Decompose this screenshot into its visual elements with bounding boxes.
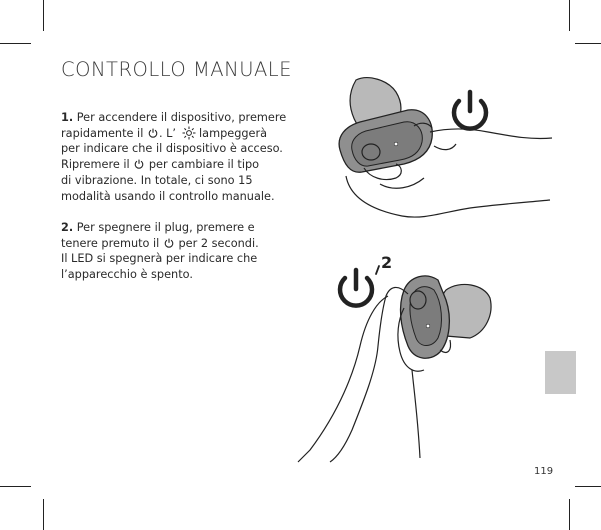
step-1-text: di vibrazione. In totale, ci sono 15 bbox=[61, 173, 253, 187]
power-icon bbox=[454, 92, 486, 129]
plug-device-illustration bbox=[401, 276, 492, 358]
step-1-text: . L’ bbox=[158, 126, 177, 140]
press-indicator bbox=[376, 266, 379, 274]
step-1-text: rapidamente il bbox=[61, 126, 144, 140]
step-2-text: l’apparecchio è spento. bbox=[61, 268, 193, 282]
step-label: 2 bbox=[381, 253, 393, 272]
step-1-text: per cambiare il tipo bbox=[148, 158, 260, 172]
page-title: CONTROLLO MANUALE bbox=[61, 58, 292, 81]
step-2-number: 2. bbox=[61, 221, 74, 234]
step-2-text: Il LED si spegnerà per indicare che bbox=[61, 252, 258, 266]
chapter-tab bbox=[545, 351, 576, 394]
step-1-text: lampeggerà bbox=[199, 126, 268, 140]
plug-device-illustration bbox=[339, 78, 432, 173]
page-number: 119 bbox=[534, 466, 554, 477]
step-1-text: per indicare che il dispositivo è acceso. bbox=[61, 142, 283, 156]
step-2-text: Per spegnere il plug, premere e bbox=[76, 221, 255, 234]
step-1-text: Ripremere il bbox=[61, 158, 130, 172]
step-1-number: 1. bbox=[61, 111, 74, 124]
step-2-text: per 2 secondi. bbox=[178, 236, 259, 250]
step-2-text: tenere premuto il bbox=[61, 236, 160, 250]
step-1-text: Per accendere il dispositivo, premere bbox=[76, 111, 287, 124]
power-icon bbox=[340, 270, 372, 306]
step-1-text: modalità usando il controllo manuale. bbox=[61, 189, 275, 203]
